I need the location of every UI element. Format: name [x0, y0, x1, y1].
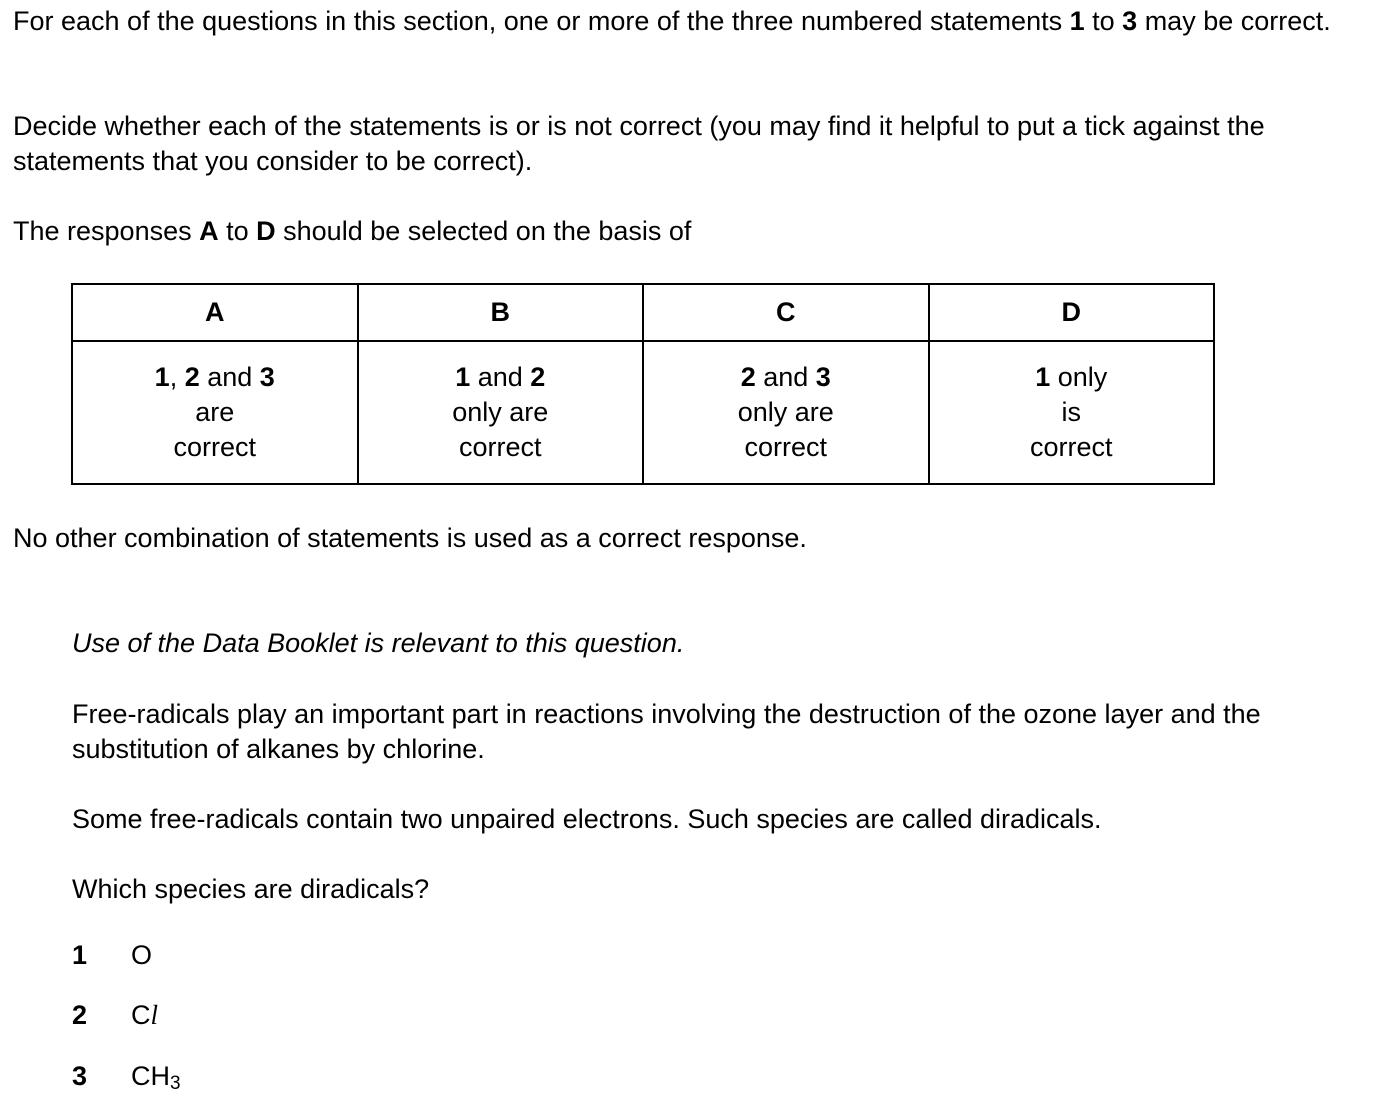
statement-species: Cl: [131, 1000, 159, 1030]
response-key-header-c: C: [643, 284, 929, 341]
response-key-cell-b: 1 and 2 only are correct: [358, 341, 644, 484]
statement-species: $CH_3$: [131, 1061, 181, 1094]
response-key-cell-d: 1 only is correct: [929, 341, 1215, 484]
instructions-responses: The responses A to D should be selected on the basis of: [13, 216, 692, 246]
response-key-cell-a: 1, 2 and 3 are correct: [72, 341, 358, 484]
response-key-body-row: [72, 341, 1214, 484]
statement-number: 3: [72, 1061, 88, 1091]
instructions-decide: Decide whether each of the statements is or is not correct (you may find it helpful to put a tick against the statements that you consider to be correct).: [13, 111, 1265, 176]
response-key-header-d: D: [929, 284, 1215, 341]
question-intro: Free-radicals play an important part in reactions involving the destruction of the ozone layer and the substitution of alkanes by chlorine.: [72, 699, 1261, 764]
instructions-no-other: No other combination of statements is used as a correct response.: [13, 523, 807, 553]
response-key-header-a: A: [72, 284, 358, 341]
instructions-intro: For each of the questions in this section, one or more of the three numbered statements 1 to 3 may be correct.: [13, 6, 1331, 36]
question-prompt: Which species are diradicals?: [72, 874, 430, 904]
question-data-booklet-note: Use of the Data Booklet is relevant to this question.: [72, 628, 685, 658]
question-diradicals-definition: Some free-radicals contain two unpaired electrons. Such species are called diradicals.: [72, 804, 1102, 834]
statement-number: 1: [72, 940, 88, 970]
response-key-header-b: B: [358, 284, 644, 341]
statement-number: 2: [72, 1000, 88, 1030]
response-key-cell-c: 2 and 3 only are correct: [643, 341, 929, 484]
statement-species: O: [131, 940, 153, 970]
response-key-table: [71, 283, 1215, 485]
response-key-header-row: [72, 284, 1214, 341]
